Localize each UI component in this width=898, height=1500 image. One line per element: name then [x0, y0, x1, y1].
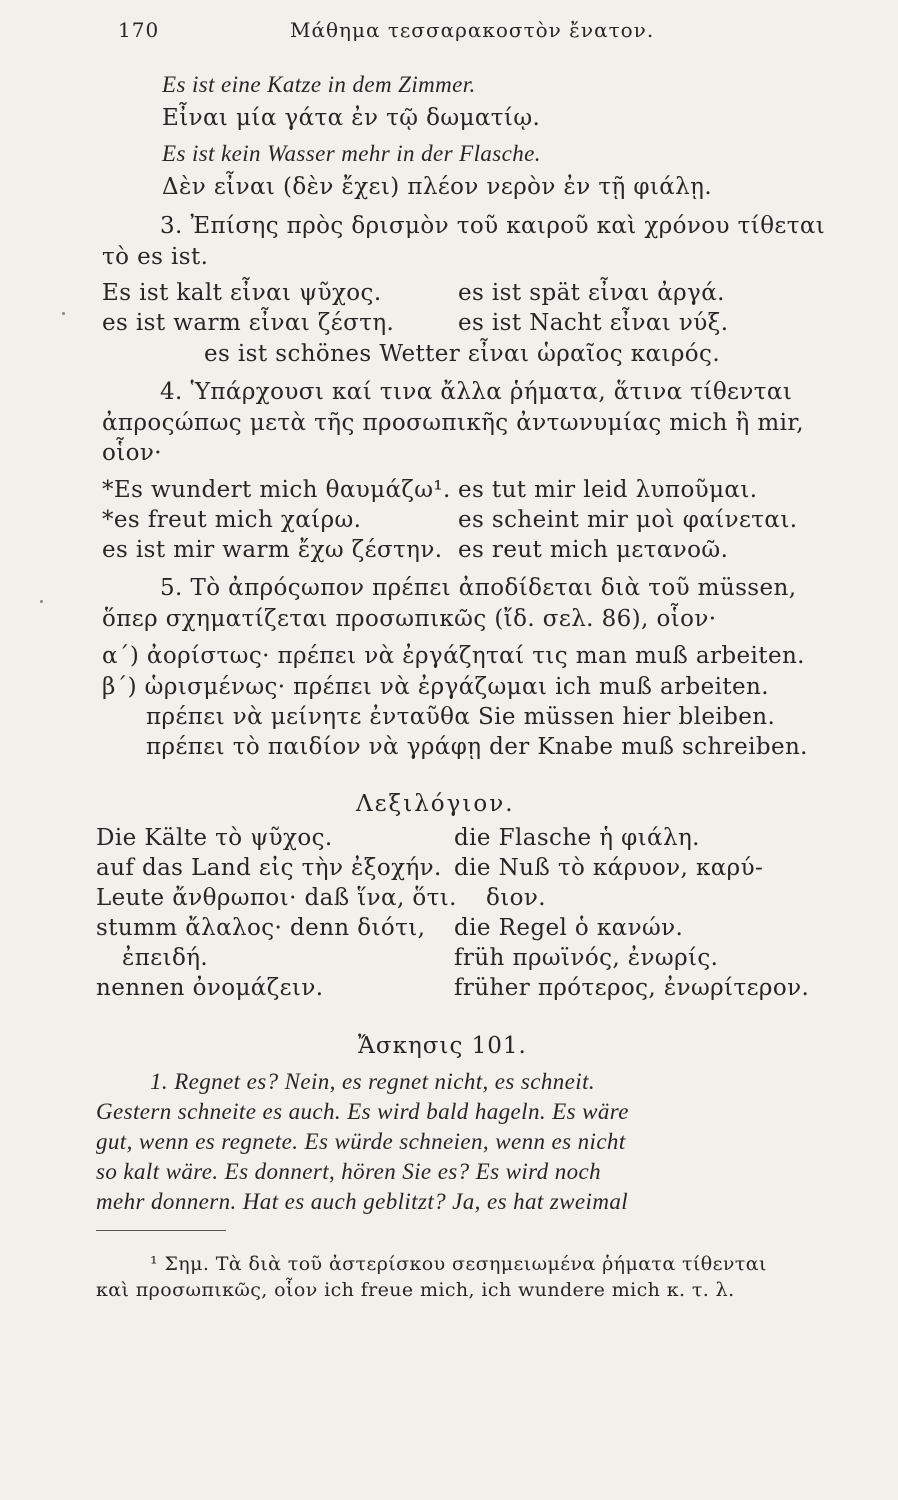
section3-text: τὸ es ist.: [102, 244, 209, 270]
vocab-left-entry: stumm ἄλαλος· denn διότι,: [96, 915, 426, 941]
section3-left-item: es ist warm εἶναι ζέστη.: [102, 310, 395, 336]
vocab-left-entry: ἐπειδή.: [122, 945, 209, 971]
example-line: Δὲν εἶναι (δὲν ἔχει) πλέον νερὸν ἐν τῇ φιάλῃ.: [162, 174, 713, 200]
vocab-left-entry: auf das Land εἰς τὴν ἐξοχήν.: [96, 855, 442, 881]
section4-left-item: *es freut mich χαίρω.: [102, 507, 362, 533]
vocab-right-entry: διον.: [486, 885, 547, 911]
section3-heading: 3. Ἐπίσης πρὸς δρισμὸν τοῦ καιροῦ καὶ χρόνου τίθεται: [160, 213, 826, 239]
example-line: Εἶναι μία γάτα ἐν τῷ δωματίῳ.: [162, 105, 541, 131]
vocab-right-entry: früher πρότερος, ἐνωρίτερον.: [454, 975, 810, 1001]
vocab-right-entry: die Regel ὁ κανών.: [454, 915, 684, 941]
exercise-line: 1. Regnet es? Nein, es regnet nicht, es schneit.: [150, 1069, 596, 1094]
exercise-line: mehr donnern. Hat es auch geblitzt? Ja, es hat zweimal: [96, 1189, 629, 1214]
page-number: 170: [118, 18, 160, 42]
vocabulary-title: Λεξιλόγιον.: [356, 791, 515, 817]
paper-speck: [62, 312, 65, 315]
footnote-text: καὶ προσωπικῶς, οἷον ich freue mich, ich wundere mich κ. τ. λ.: [96, 1279, 735, 1301]
section3-right-item: es ist Nacht εἶναι νύξ.: [458, 310, 729, 336]
vocab-right-entry: früh πρωϊνός, ἐνωρίς.: [454, 945, 719, 971]
section4-left-item: es ist mir warm ἔχω ζέστην.: [102, 537, 443, 563]
example-line: Es ist kein Wasser mehr in der Flasche.: [162, 141, 541, 166]
exercise-title: Ἄσκησις 101.: [358, 1033, 527, 1059]
section4-right-item: es tut mir leid λυποῦμαι.: [458, 477, 758, 503]
section3-right-item: es ist spät εἶναι ἀργά.: [458, 280, 725, 306]
section4-right-item: es scheint mir μοὶ φαίνεται.: [458, 507, 798, 533]
vocab-right-entry: die Flasche ἡ φιάλη.: [454, 825, 700, 851]
example-line: Es ist eine Katze in dem Zimmer.: [162, 72, 476, 97]
section5-heading: 5. Τὸ ἀπρόςωπον πρέπει ἀποδίδεται διὰ τοῦ müssen,: [160, 575, 797, 601]
exercise-line: gut, wenn es regnete. Es würde schneien, wenn es nicht: [96, 1129, 626, 1154]
section4-left-item: *Es wundert mich θαυμάζω¹.: [102, 477, 451, 503]
vocab-left-entry: nennen ὀνομάζειν.: [96, 975, 324, 1001]
section4-heading: 4. Ὑπάρχουσι καί τινα ἄλλα ῥήματα, ἅτινα τίθενται: [160, 379, 793, 405]
vocab-left-entry: Die Kälte τὸ ψῦχος.: [96, 825, 333, 851]
exercise-line: Gestern schneite es auch. Es wird bald hageln. Es wäre: [96, 1099, 629, 1124]
section5-item-c: πρέπει νὰ μείνητε ἐνταῦθα Sie müssen hier bleiben.: [146, 704, 776, 730]
section4-text: οἷον·: [102, 440, 163, 466]
vocab-left-entry: Leute ἄνθρωποι· daß ἵνα, ὅτι.: [96, 885, 457, 911]
section5-item-d: πρέπει τὸ παιδίον νὰ γράφῃ der Knabe muß schreiben.: [146, 734, 808, 760]
running-title: Μάθημα τεσσαρακοστὸν ἔνατον.: [290, 18, 655, 42]
section5-item-b: β΄) ὡρισμένως· πρέπει νὰ ἐργάζωμαι ich muß arbeiten.: [102, 674, 769, 700]
vocab-right-entry: die Nuß τὸ κάρυον, καρύ-: [454, 855, 764, 881]
footnote-text: ¹ Σημ. Τὰ διὰ τοῦ ἀστερίσκου σεσημειωμένα ῥήματα τίθενται: [150, 1253, 767, 1275]
paper-speck: [40, 600, 43, 603]
section3-center-item: es ist schönes Wetter εἶναι ὡραῖος καιρός.: [204, 341, 721, 367]
section4-right-item: es reut mich μετανοῶ.: [458, 537, 729, 563]
exercise-line: so kalt wäre. Es donnert, hören Sie es? Es wird noch: [96, 1159, 602, 1184]
section3-left-item: Es ist kalt εἶναι ψῦχος.: [102, 280, 382, 306]
footnote-rule: [96, 1230, 226, 1231]
section5-text: ὅπερ σχηματίζεται προσωπικῶς (ἴδ. σελ. 86), οἷον·: [102, 606, 717, 632]
section5-item-a: α΄) ἀορίστως· πρέπει νὰ ἐργάζηταί τις man muß arbeiten.: [102, 643, 805, 669]
section4-text: ἀπροςώπως μετὰ τῆς προσωπικῆς ἀντωνυμίας mich ἢ mir,: [102, 410, 804, 436]
